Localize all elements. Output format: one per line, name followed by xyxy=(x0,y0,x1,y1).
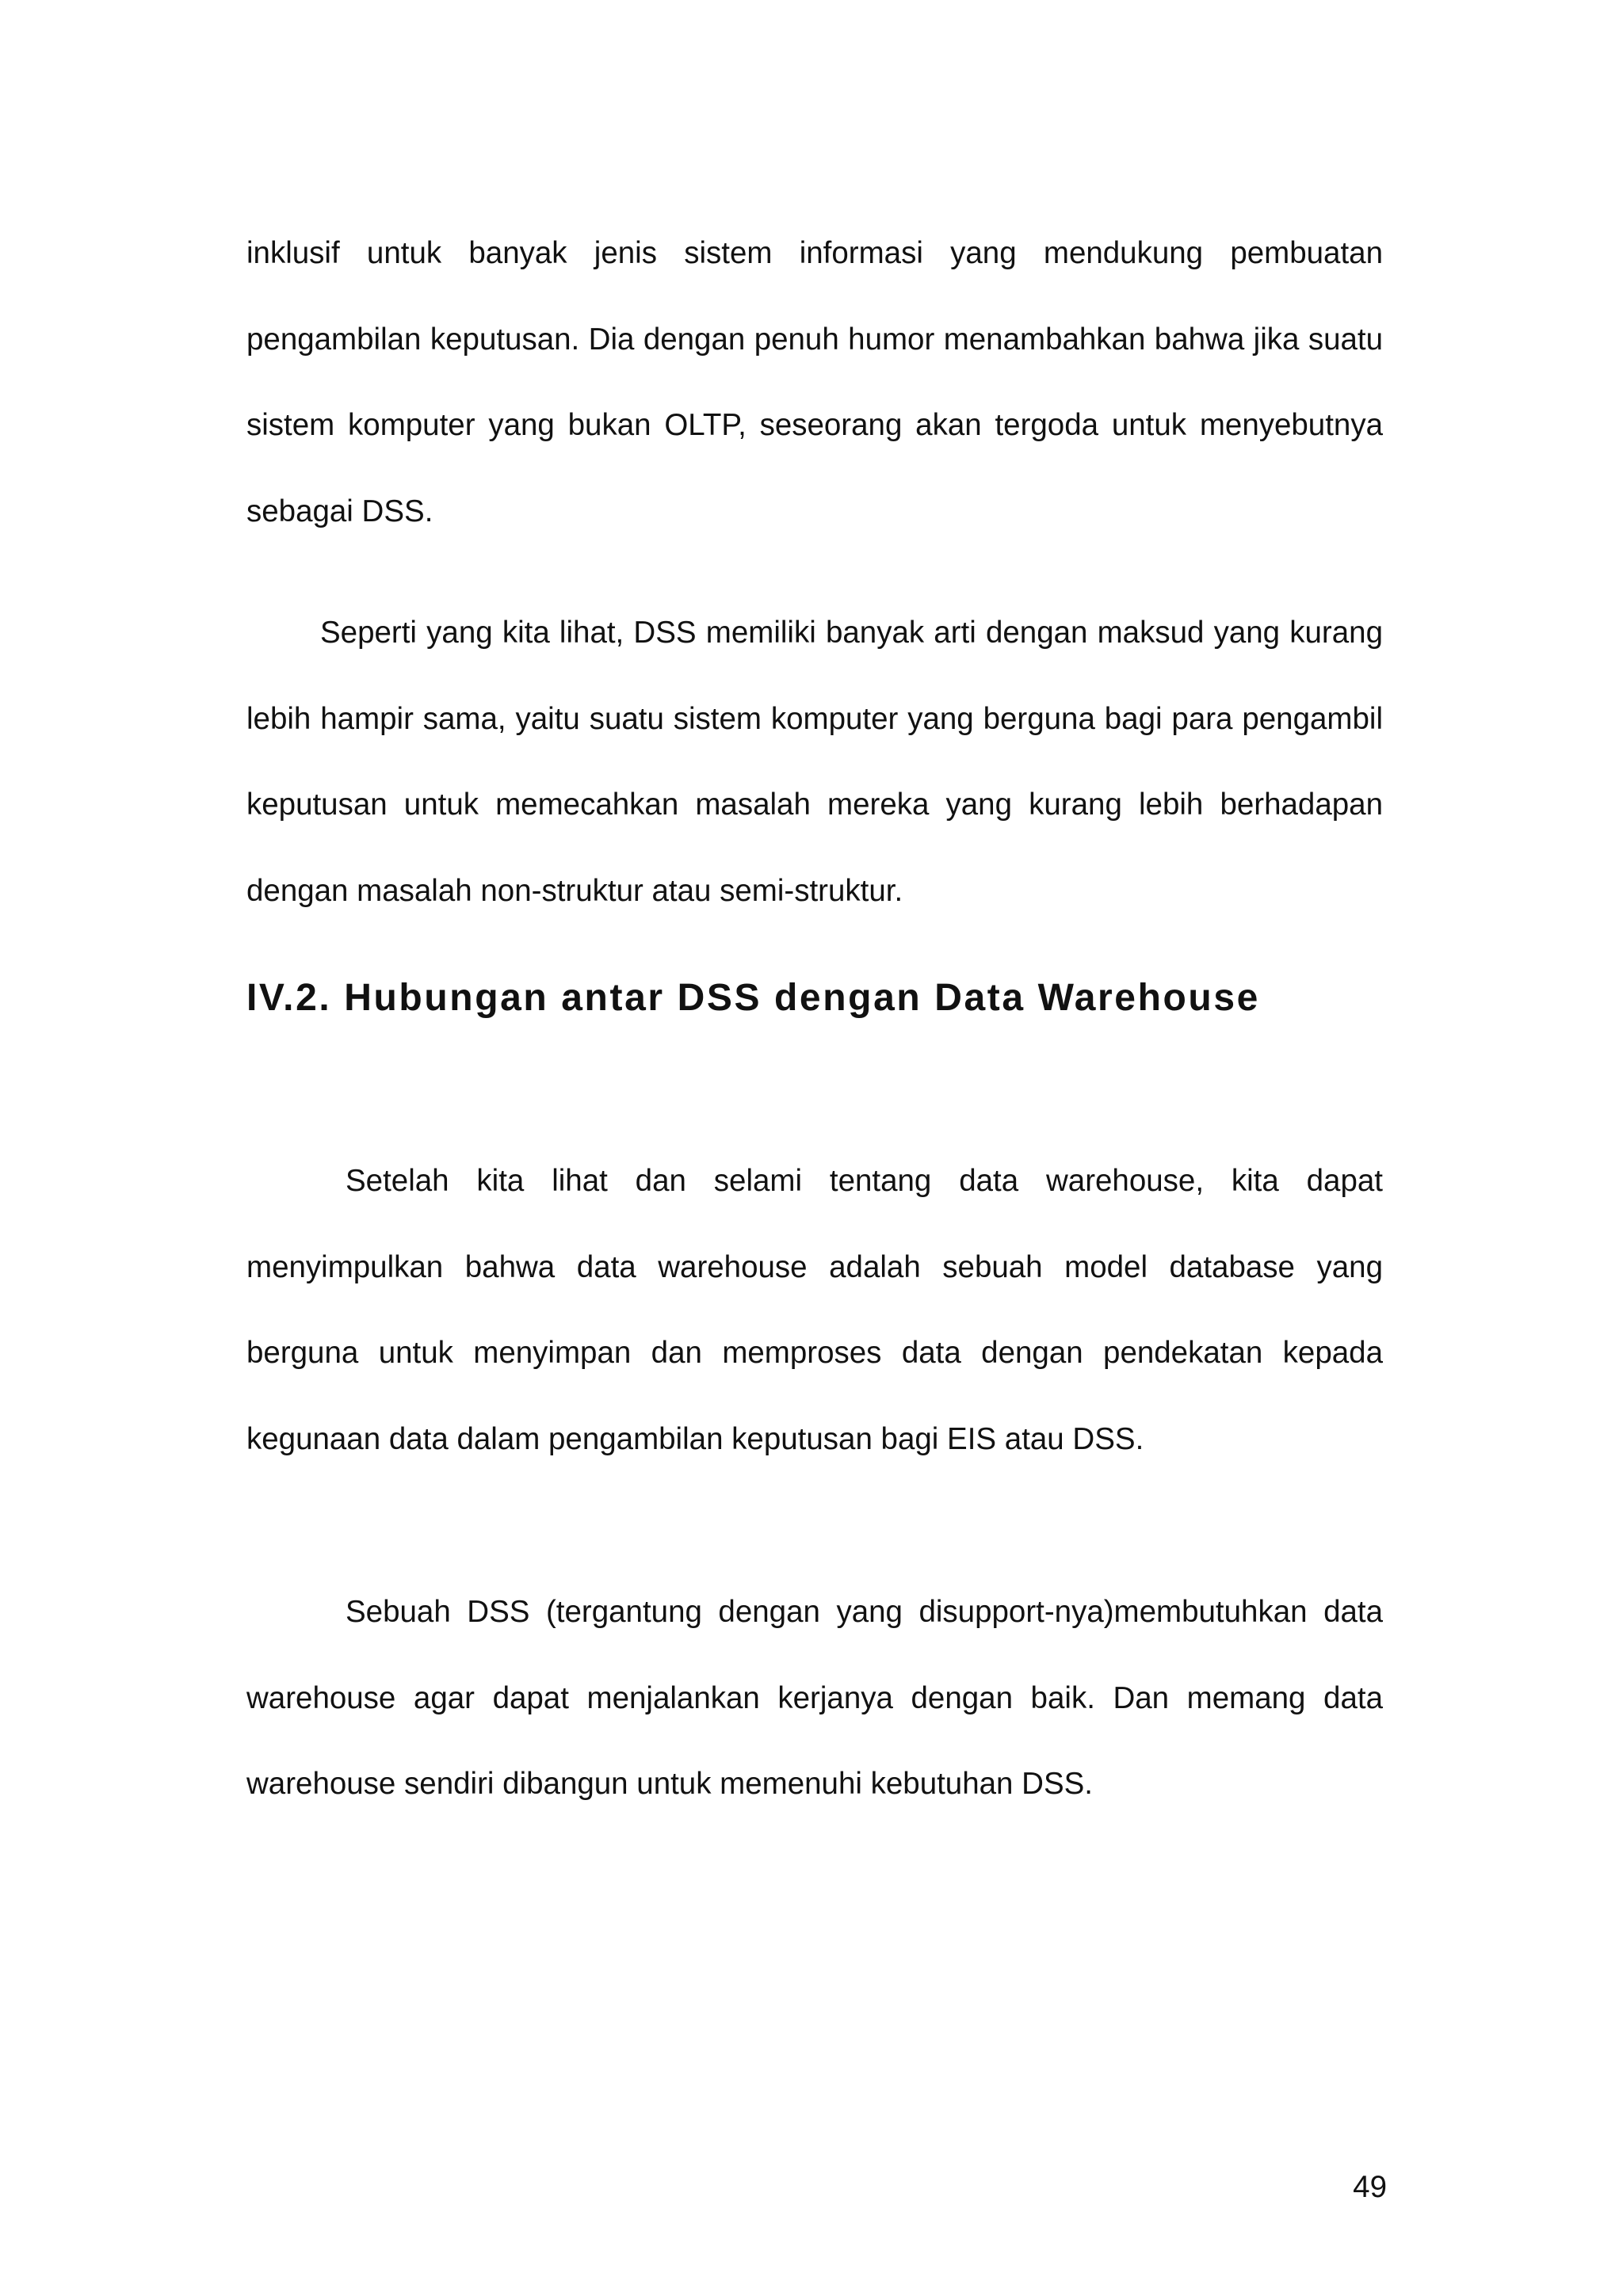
paragraph-3: Setelah kita lihat dan selami tentang data warehouse, kita dapat menyimpulkan bahwa data warehouse adalah sebuah model database yang berguna untuk menyimpan dan memproses data dengan pendekatan kepada kegunaan data dalam pengambilan keputusan bagi EIS atau DSS. xyxy=(246,1164,1383,1456)
section-heading: IV.2. Hubungan antar DSS dengan Data Warehouse xyxy=(246,977,1260,1019)
page-body xyxy=(246,211,1383,1828)
paragraph-1: inklusif untuk banyak jenis sistem informasi yang mendukung pembuatan pengambilan keputusan. Dia dengan penuh humor menambahkan bahwa jika suatu sistem komputer yang bukan OLTP, seseorang akan tergoda untuk menyebutnya sebagai DSS. xyxy=(246,236,1383,528)
paragraph-4: Sebuah DSS (tergantung dengan yang disupport-nya)membutuhkan data warehouse agar dapat menjalankan kerjanya dengan baik. Dan memang data warehouse sendiri dibangun untuk memenuhi kebutuhan DSS. xyxy=(246,1595,1383,1801)
paragraph-2: Seperti yang kita lihat, DSS memiliki banyak arti dengan maksud yang kurang lebih hampir sama, yaitu suatu sistem komputer yang berguna bagi para pengambil keputusan untuk memecahkan masalah mereka yang kurang lebih berhadapan dengan masalah non-struktur atau semi-struktur. xyxy=(246,616,1383,908)
page-number: 49 xyxy=(1353,2170,1387,2204)
